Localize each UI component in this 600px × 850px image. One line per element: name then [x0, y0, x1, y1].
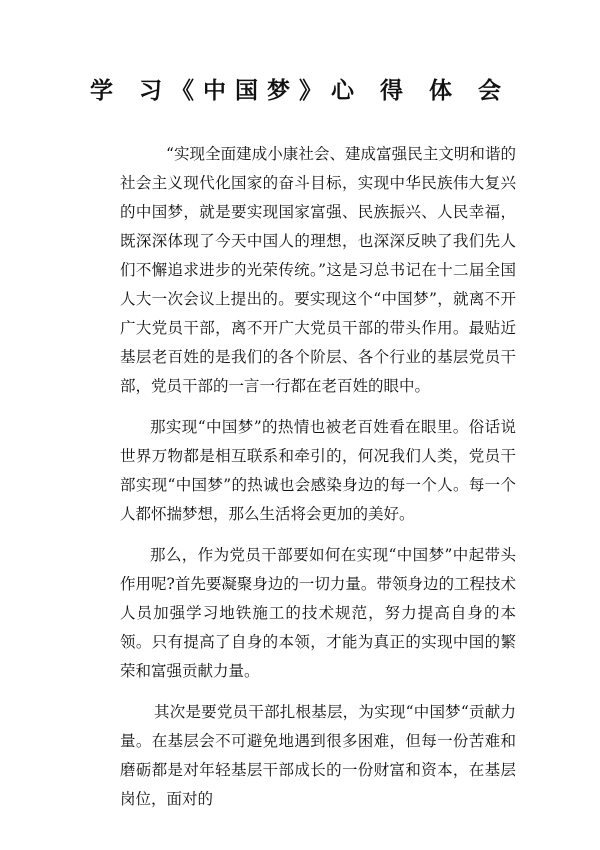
document-title: 学 习《中国梦》心 得 体 会: [89, 78, 511, 104]
paragraph-4: 其次是要党员干部扎根基层，为实现“中国梦“贡献力量。在基层会不可避免地遇到很多困难，但每一份苦难和磨砺都是对年轻基层干部成长的一份财富和资本，在基层岗位，面对的: [120, 703, 516, 808]
paragraph-2: 那实现“中国梦”的热情也被老百姓看在眼里。俗话说世界万物都是相互联系和牵引的，何况我们人类，党员干部实现“中国梦”的热诚也会感染身边的每一个人。每一个人都怀揣梦想，那么生活将会更加的美好。: [120, 418, 516, 523]
paragraph-1: “实现全面建成小康社会、建成富强民主文明和谐的社会主义现代化国家的奋斗目标，实现中华民族伟大复兴的中国梦，就是要实现国家富强、民族振兴、人民幸福，既深深体现了今天中国人的理想，也深深反映了我们先人们不懈追求进步的光荣传统。”这是习总书记在十二届全国人大一次会议上提出的。要实现这个“中国梦”，就离不开广大党员干部，离不开广大党员干部的带头作用。最贴近基层老百姓的是我们的各个阶层、各个行业的基层党员干部，党员干部的一言一行都在老百姓的眼中。: [120, 145, 516, 395]
document-body: [120, 140, 516, 826]
paragraph-3: 那么，作为党员干部要如何在实现“中国梦”中起带头作用呢?首先要凝聚身边的一切力量。带领身边的工程技术人员加强学习地铁施工的技术规范，努力提高自身的本领。只有提高了自身的本领，才能为真正的实现中国的繁荣和富强贡献力量。: [120, 546, 516, 680]
